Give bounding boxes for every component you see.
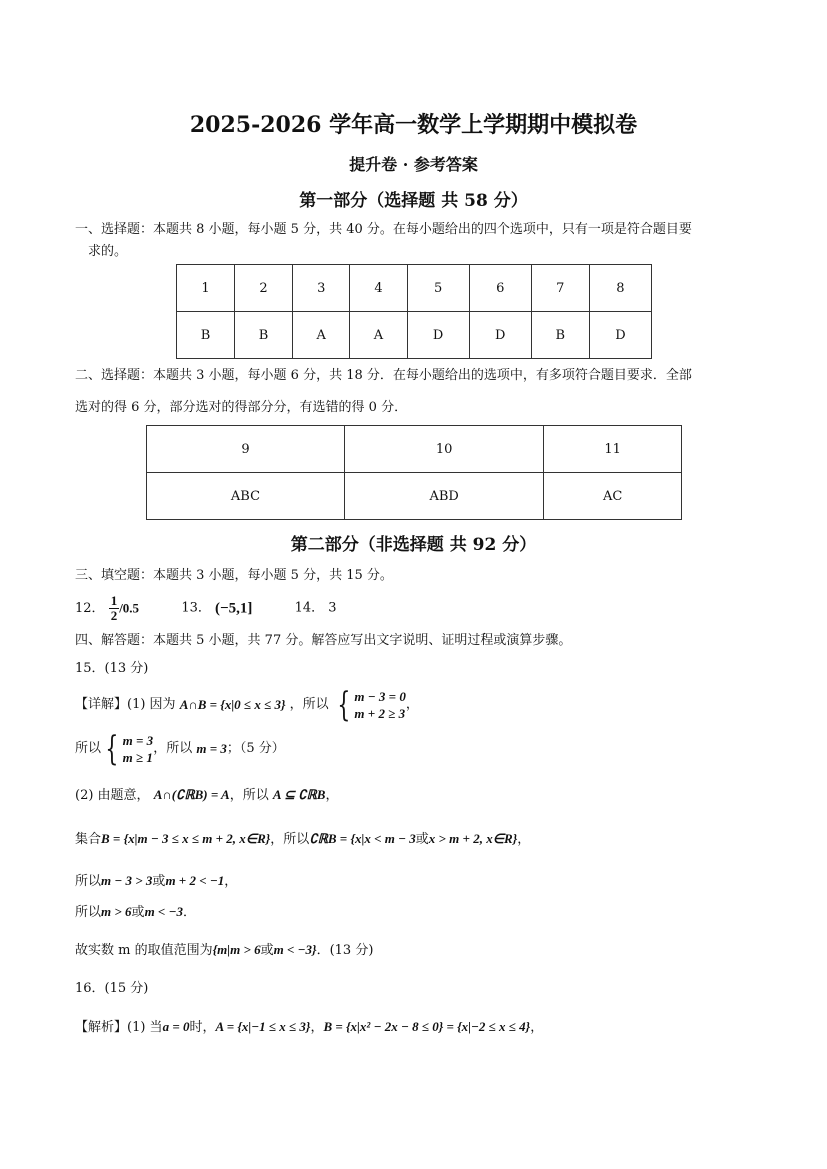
section2-instructions: 二、选择题：本题共 3 小题，每小题 6 分，共 18 分．在每小题给出的选项中，有多项符合题目要求．全部 — [75, 368, 692, 383]
q15-math: m + 2 < −1 — [165, 873, 225, 888]
q13-answer: (−5,1] — [215, 600, 253, 617]
q15-text: ，所以 — [270, 832, 310, 847]
q15-math: m > 6 — [101, 904, 132, 919]
section1-instructions-cont: 求的。 — [88, 244, 128, 259]
q15-math: m < −3} — [273, 942, 317, 957]
section3-instructions: 三、填空题：本题共 3 小题，每小题 5 分，共 15 分。 — [75, 568, 393, 583]
q15-math: B = {x|m − 3 ≤ x ≤ m + 2, x∈R} — [101, 831, 271, 846]
table-cell: 3 — [293, 265, 350, 312]
section4-instructions: 四、解答题：本题共 5 小题，共 77 分。解答应写出文字说明、证明过程或演算步骤。 — [75, 633, 572, 648]
table-cell: 7 — [531, 265, 589, 312]
equation: m ≥ 1 — [122, 750, 153, 765]
brace-icon: { — [105, 729, 119, 769]
table-cell: 2 — [235, 265, 293, 312]
q16-text: ， — [530, 1020, 544, 1035]
q15-text: ． — [182, 905, 196, 920]
equation: m = 3 — [122, 733, 154, 748]
brace-icon: { — [337, 685, 351, 725]
q15-text: ，所以 — [289, 697, 329, 712]
page-title: 2025-2026 学年高一数学上学期期中模拟卷 — [189, 112, 638, 138]
q15-math: m − 3 > 3 — [101, 873, 153, 888]
q15-text: 或 — [131, 905, 145, 920]
equation-system — [354, 688, 405, 722]
q15-text: ， — [405, 697, 419, 712]
fill-in-answers — [75, 594, 337, 623]
q15-text: 所以 — [75, 905, 102, 920]
table-cell: A — [293, 312, 350, 359]
q15-text: 所以 — [75, 874, 102, 889]
q14-label: 14． — [294, 600, 325, 616]
answer-table-2 — [146, 425, 682, 520]
answer-table-1 — [176, 264, 652, 359]
q15-line7 — [75, 941, 373, 960]
table-cell: D — [407, 312, 469, 359]
q15-line5 — [75, 872, 237, 891]
q15-text: ，所以 — [153, 741, 193, 756]
table-cell: 8 — [589, 265, 651, 312]
table-row — [177, 312, 652, 359]
q15-text: ， — [517, 832, 531, 847]
q15-text: 或 — [152, 874, 166, 889]
q14-answer: 3 — [328, 600, 337, 616]
equation: m − 3 = 0 — [354, 689, 406, 704]
q16-text: ， — [310, 1020, 324, 1035]
q15-line2 — [75, 729, 285, 769]
table-cell: 6 — [469, 265, 531, 312]
q16-math: a = 0 — [162, 1019, 190, 1034]
q15-math: {m|m > 6 — [212, 942, 261, 957]
table-cell: ABC — [147, 473, 345, 520]
q15-text: 故实数 m 的取值范围为 — [75, 943, 213, 958]
equation-system — [123, 732, 154, 766]
table-cell: D — [589, 312, 651, 359]
q15-text: 所以 — [75, 741, 102, 756]
q15-text: 或 — [415, 832, 429, 847]
q16-math: A = {x|−1 ≤ x ≤ 3} — [215, 1019, 311, 1034]
q13-label: 13． — [181, 600, 211, 616]
q16-text: 【解析】(1) 当 — [75, 1020, 163, 1035]
table-row — [147, 426, 682, 473]
q15-line6 — [75, 903, 196, 922]
q12-label: 12． — [75, 600, 105, 616]
q16-line1 — [75, 1018, 543, 1037]
q15-text: 集合 — [75, 832, 102, 847]
table-cell: 5 — [407, 265, 469, 312]
table-cell: 9 — [147, 426, 345, 473]
q15-math: A∩B = {x|0 ≤ x ≤ 3} — [179, 697, 286, 712]
table-cell: D — [469, 312, 531, 359]
equation: m + 2 ≥ 3 — [354, 706, 406, 721]
table-row — [147, 473, 682, 520]
table-cell: 1 — [177, 265, 235, 312]
q16-math: B = {x|x² − 2x − 8 ≤ 0} = {x|−2 ≤ x ≤ 4} — [323, 1019, 531, 1034]
table-cell: 4 — [350, 265, 407, 312]
table-cell: B — [531, 312, 589, 359]
q15-text: 或 — [260, 943, 274, 958]
q15-text: ，所以 — [229, 788, 269, 803]
q15-line1 — [75, 685, 419, 725]
part2-heading: 第二部分（非选择题 共 92 分） — [290, 535, 537, 555]
table-cell: A — [350, 312, 407, 359]
q15-label: 15．(13 分) — [75, 661, 149, 676]
section2-instructions-cont: 选对的得 6 分，部分选对的得部分分，有选错的得 0 分． — [75, 400, 408, 415]
section1-instructions: 一、选择题：本题共 8 小题，每小题 5 分，共 40 分。在每小题给出的四个选项中，只有一项是符合题目要 — [75, 222, 692, 237]
q15-text: ；（5 分） — [226, 741, 285, 756]
q12-alt-answer: /0.5 — [119, 600, 140, 616]
table-cell: B — [177, 312, 235, 359]
q16-label: 16．(15 分) — [75, 981, 149, 996]
q16-text: 时， — [189, 1020, 216, 1035]
part1-heading: 第一部分（选择题 共 58 分） — [299, 191, 528, 211]
q15-text: ．(13 分) — [316, 943, 374, 958]
q12-denominator: 2 — [110, 608, 118, 623]
q15-text: ， — [224, 874, 238, 889]
q15-math: A ⊆ ∁ℝB — [272, 787, 326, 802]
page-subtitle: 提升卷 · 参考答案 — [349, 155, 478, 174]
q12-numerator: 1 — [110, 593, 118, 608]
table-row — [177, 265, 652, 312]
q15-text: (2) 由题意， — [75, 788, 150, 803]
table-cell: AC — [544, 473, 682, 520]
q15-text: ， — [325, 788, 339, 803]
q15-math: A∩(∁ℝB) = A — [153, 787, 230, 802]
q12-fraction — [109, 594, 120, 623]
table-cell: 10 — [344, 426, 543, 473]
q15-math: ∁ℝB = {x|x < m − 3 — [309, 831, 416, 846]
q15-text: 【详解】(1) 因为 — [75, 697, 176, 712]
q15-line4 — [75, 830, 530, 849]
q15-math: m = 3 — [196, 741, 227, 756]
q15-math: x > m + 2, x∈R} — [428, 831, 518, 846]
q15-line3 — [75, 786, 338, 805]
q15-math: m < −3 — [144, 904, 183, 919]
table-cell: B — [235, 312, 293, 359]
table-cell: 11 — [544, 426, 682, 473]
table-cell: ABD — [344, 473, 543, 520]
